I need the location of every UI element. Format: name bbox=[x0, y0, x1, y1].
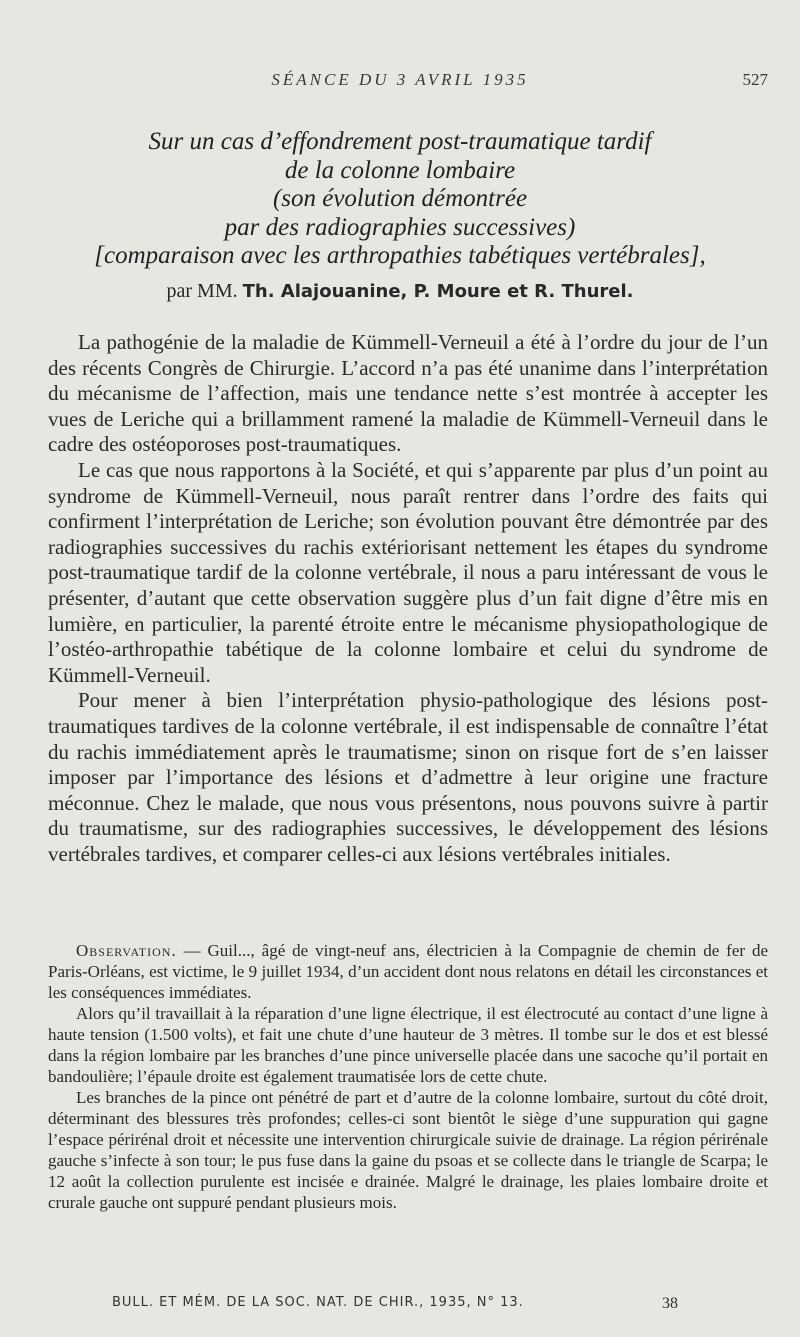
running-header bbox=[0, 70, 800, 94]
title-line: de la colonne lombaire bbox=[284, 156, 516, 184]
title-line: [comparaison avec les arthropathies tabétiques vertébrales], bbox=[94, 242, 706, 269]
author-names: Th. Alajouanine, P. Moure et R. Thurel. bbox=[242, 281, 634, 302]
observation-lead-text: — Guil..., âgé de vingt-neuf ans, électricien à la Compagnie de chemin de fer de Paris-Orléans, est victime, le 9 juillet 1934, d’un accident dont nous relatons en détail les circonstances et les conséquences immédiates. bbox=[48, 941, 768, 1002]
body-paragraph: Pour mener à bien l’interprétation physio-pathologique des lésions post-traumatiques tardives de la colonne vertébrale, il est indispensable de connaître l’état du rachis immédiatement après le traumatisme; sinon on risque fort de s’en laisser imposer par l’importance des lésions et d’admettre à leur origine une fracture méconnue. Chez le malade, que nous vous présentons, nous pouvons suivre à partir du traumatisme, sur des radiographies successives, le développement des lésions vertébrales tardives, et comparer celles-ci aux lésions vertébrales initiales. bbox=[48, 688, 768, 866]
observation-section bbox=[48, 940, 768, 1213]
article-title bbox=[20, 128, 780, 271]
observation-paragraph: Les branches de la pince ont pénétré de part et d’autre de la colonne lombaire, surtout du côté droit, déterminant des blessures très profondes; celles-ci sont bientôt le siège d’une suppuration qui gagne l’espace périrénal droit et nécessite une intervention chirurgicale suivie de drainage. La région périrénale gauche s’infecte à son tour; le pus fuse dans la gaine du psoas et se collecte dans le triangle de Scarpa; le 12 août la collection purulente est incisée e drainée. Malgré le drainage, les plaies lombaire droite et crurale gauche ont suppuré pendant plusieurs mois. bbox=[48, 1088, 768, 1212]
running-title: SÉANCE DU 3 AVRIL 1935 bbox=[271, 70, 529, 89]
body-paragraph: Le cas que nous rapportons à la Société, et qui s’apparente par plus d’un point au syndrome de Kümmell-Verneuil, nous paraît rentrer dans l’ordre des faits qui confirment l’interprétation de Leriche; son évolution pouvant être démontrée par des radiographies successives du rachis extériorisant nettement les étapes du syndrome post-traumatique tardif de la colonne vertébrale, il nous a paru intéressant de vous le présenter, d’autant que cette observation suggère plus d’un fait digne d’être mis en lumière, en particulier, la parenté étroite entre le mécanisme physiopathologique de l’ostéo-arthropathie tabétique de la colonne lombaire et celui du syndrome de Kümmell-Verneuil. bbox=[48, 457, 768, 687]
title-line: Sur un cas d’effondrement post-traumatique tardif bbox=[148, 128, 652, 155]
title-line: (son évolution démontrée bbox=[272, 185, 528, 212]
observation-label: Observation. bbox=[76, 941, 177, 960]
body-paragraph: La pathogénie de la maladie de Kümmell-Verneuil a été à l’ordre du jour de l’un des récents Congrès de Chirurgie. L’accord n’a pas été unanime dans l’interprétation du mécanisme de l’affection, mais une tendance nette s’est montrée à accepter les vues de Leriche qui a brillamment ramené la maladie de Kümmell-Verneuil dans le cadre des ostéoporoses post-traumatiques. bbox=[48, 330, 768, 457]
author-line bbox=[0, 280, 800, 303]
author-prefix: par MM. bbox=[166, 280, 238, 302]
page-number: 527 bbox=[742, 70, 768, 89]
journal-citation: BULL. ET MÉM. DE LA SOC. NAT. DE CHIR., 1935, N° 13. bbox=[112, 1295, 524, 1310]
sheet-number: 38 bbox=[662, 1295, 678, 1312]
title-line: par des radiographies successives) bbox=[224, 213, 576, 241]
article-body bbox=[48, 330, 768, 867]
observation-paragraph: Alors qu’il travaillait à la réparation d’une ligne électrique, il est électrocuté au contact d’une ligne à haute tension (1.500 volts), et fait une chute d’une hauteur de 3 mètres. Il tombe sur le dos et est blessé dans la région lombaire par les branches d’une pince universelle placée dans une sacoche qu’il portait en bandoulière; l’épaule droite est également traumatisée lors de cette chute. bbox=[48, 1004, 768, 1086]
observation-intro bbox=[48, 940, 768, 1003]
page-footer bbox=[0, 1295, 800, 1319]
